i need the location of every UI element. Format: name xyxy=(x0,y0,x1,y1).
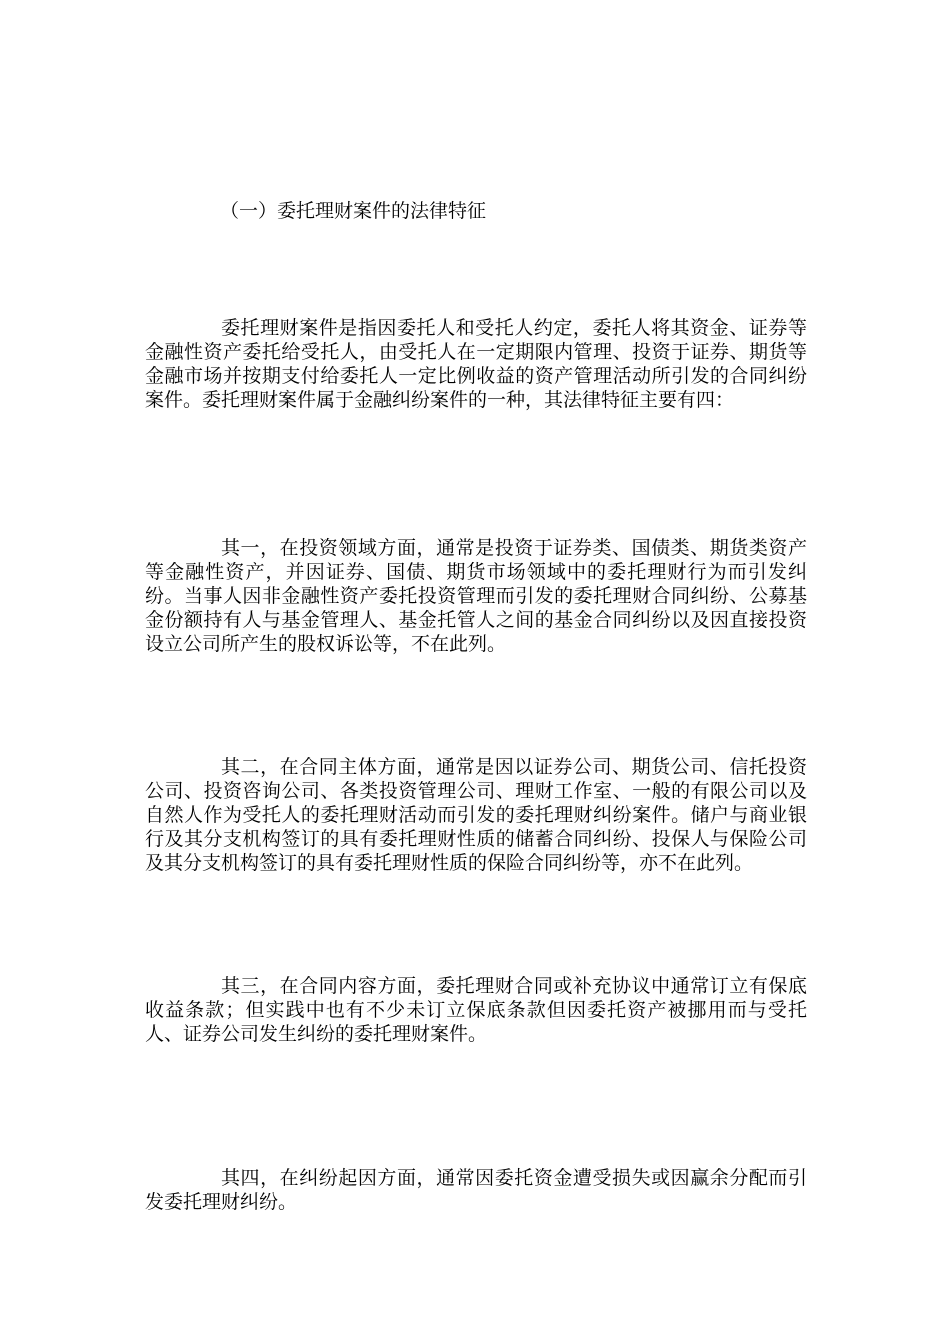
paragraph-definition: 委托理财案件是指因委托人和受托人约定，委托人将其资金、证券等金融性资产委托给受托人，由受托人在一定期限内管理、投资于证券、期货等金融市场并按期支付给委托人一定比例收益的资产管理活动所引发的合同纠纷案件。委托理财案件属于金融纠纷案件的一种，其法律特征主要有四： xyxy=(145,317,807,411)
paragraph-feature-4: 其四，在纠纷起因方面，通常因委托资金遭受损失或因赢余分配而引发委托理财纠纷。 xyxy=(145,1167,807,1213)
paragraph-feature-2: 其二，在合同主体方面，通常是因以证券公司、期货公司、信托投资公司、投资咨询公司、各类投资管理公司、理财工作室、一般的有限公司以及自然人作为受托人的委托理财活动而引发的委托理财纠纷案件。储户与商业银行及其分支机构签订的具有委托理财性质的储蓄合同纠纷、投保人与保险公司及其分支机构签订的具有委托理财性质的保险合同纠纷等，亦不在此列。 xyxy=(145,756,807,874)
paragraph-feature-3: 其三，在合同内容方面，委托理财合同或补充协议中通常订立有保底收益条款；但实践中也有不少未订立保底条款但因委托资产被挪用而与受托人、证券公司发生纠纷的委托理财案件。 xyxy=(145,975,807,1045)
section-heading: （一）委托理财案件的法律特征 xyxy=(220,200,487,222)
paragraph-feature-1: 其一，在投资领域方面，通常是投资于证券类、国债类、期货类资产等金融性资产，并因证券、国债、期货市场领域中的委托理财行为而引发纠纷。当事人因非金融性资产委托投资管理而引发的委托理财合同纠纷、公募基金份额持有人与基金管理人、基金托管人之间的基金合同纠纷以及因直接投资设立公司所产生的股权诉讼等，不在此列。 xyxy=(145,537,807,655)
